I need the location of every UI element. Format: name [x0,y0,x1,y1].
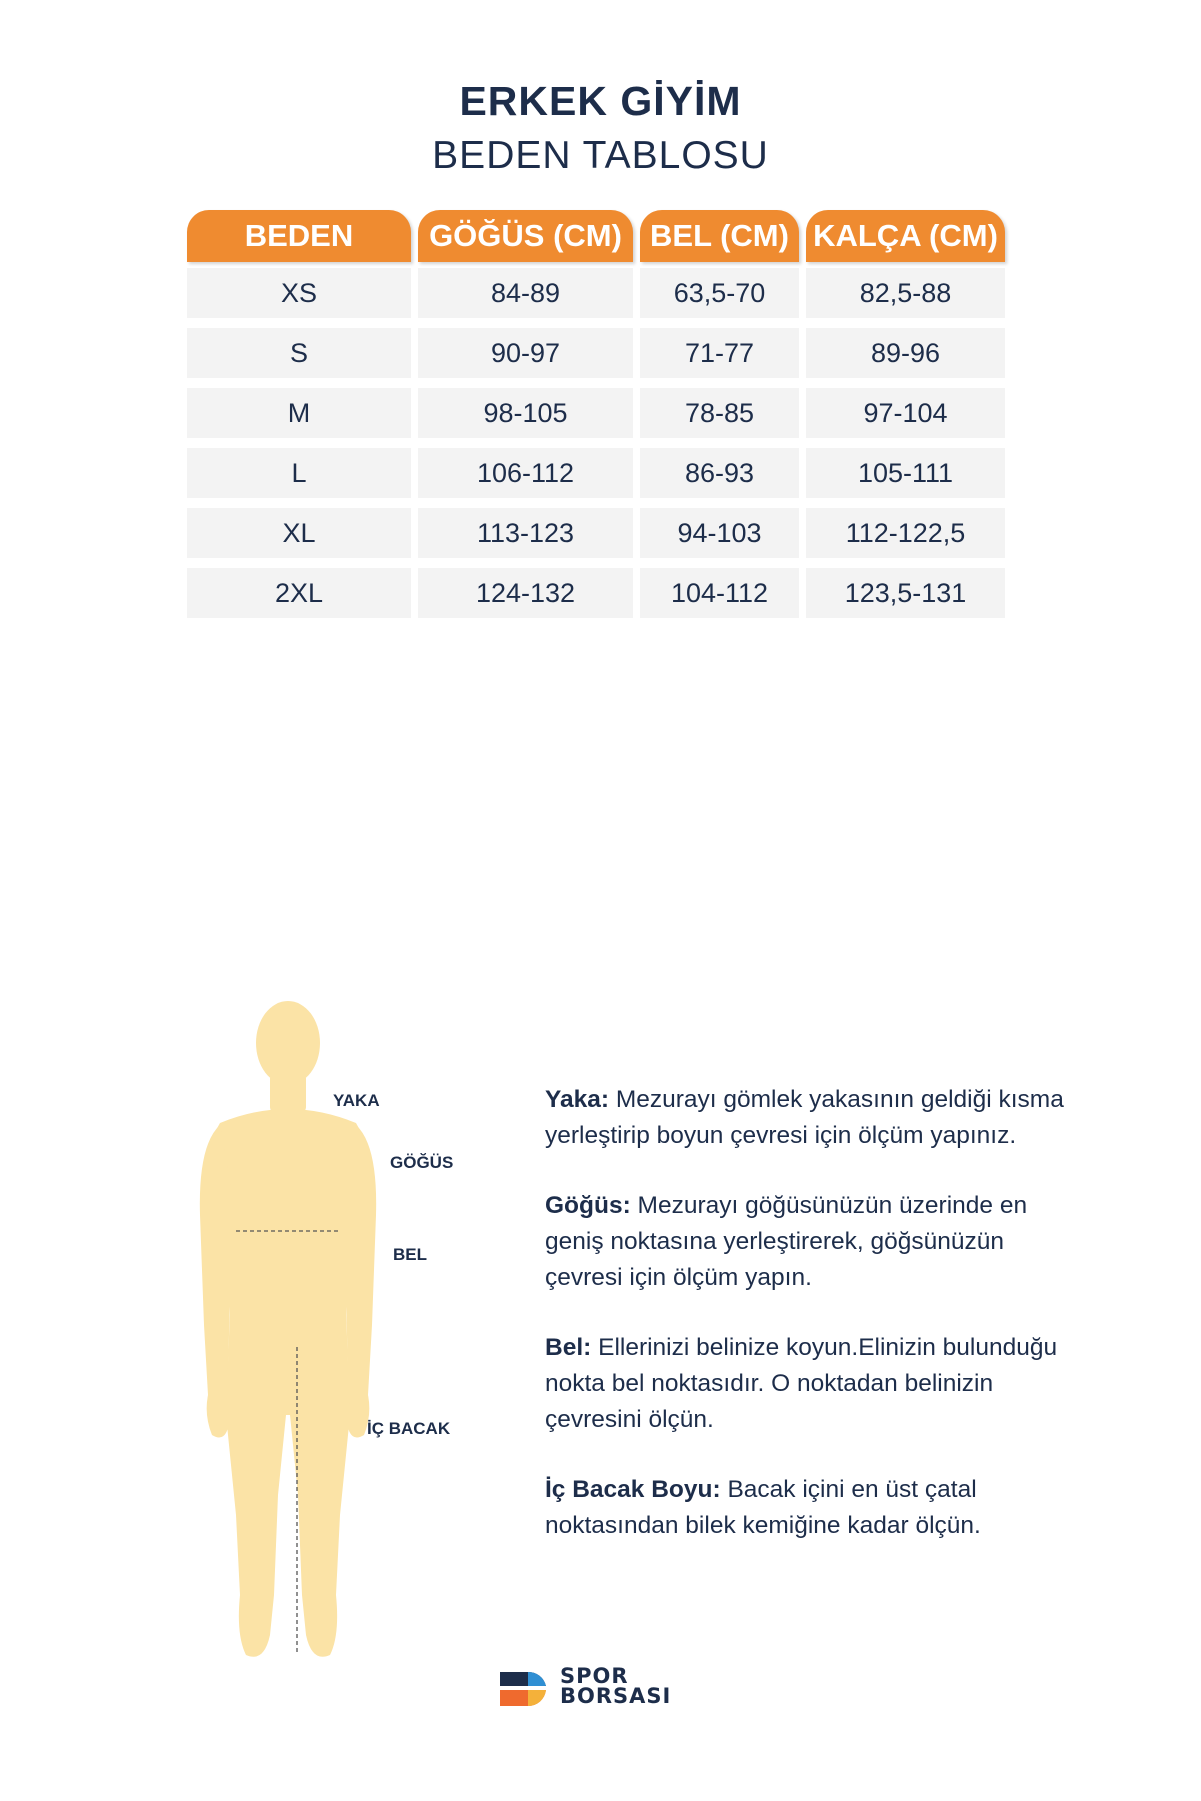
brand-name [560,1666,671,1706]
instruction-term: İç Bacak Boyu: [545,1476,721,1503]
waist-cell: 63,5-70 [640,268,799,318]
chest-cell: 84-89 [418,268,633,318]
brand-logo [498,1666,698,1710]
instruction-collar [545,1082,1065,1154]
instruction-text: Mezurayı göğüsünüzün üzerinde en geniş noktasına yerleştirerek, göğsünüzün çevresi için ölçüm yapın. [545,1192,1028,1291]
waist-cell: 104-112 [640,568,799,618]
chest-cell: 113-123 [418,508,633,558]
size-cell: M [187,388,411,438]
hip-cell: 89-96 [806,328,1005,378]
instruction-text: Ellerinizi belinize koyun.Elinizin bulunduğu nokta bel noktasıdır. O noktadan belinizin çevresini ölçün. [545,1334,1058,1433]
hip-cell: 105-111 [806,448,1005,498]
brand-mark-icon [498,1668,554,1708]
column-header-size: BEDEN [187,210,411,262]
size-table [187,210,1010,628]
column-header-hip: KALÇA (CM) [806,210,1005,262]
waist-cell: 86-93 [640,448,799,498]
hip-cell: 112-122,5 [806,508,1005,558]
table-row [187,568,1010,618]
page-title: ERKEK GİYİM [459,78,742,124]
chest-cell: 90-97 [418,328,633,378]
hip-cell: 123,5-131 [806,568,1005,618]
chest-cell: 124-132 [418,568,633,618]
size-cell: S [187,328,411,378]
instruction-term: Bel: [545,1334,592,1361]
measurement-instructions [545,1082,1065,1578]
hip-cell: 97-104 [806,388,1005,438]
figure-label-collar: YAKA [333,1091,380,1110]
waist-cell: 94-103 [640,508,799,558]
hip-cell: 82,5-88 [806,268,1005,318]
waist-cell: 71-77 [640,328,799,378]
instruction-waist [545,1330,1065,1438]
table-header-row [187,210,1010,262]
size-cell: L [187,448,411,498]
instruction-text: Bacak içini en üst çatal noktasından bilek kemiğine kadar ölçün. [545,1476,981,1539]
brand-name-line2: BORSASI [560,1684,672,1708]
table-row [187,268,1010,318]
instruction-term: Göğüs: [545,1192,631,1219]
chest-cell: 106-112 [418,448,633,498]
size-cell: 2XL [187,568,411,618]
figure-label-inseam: İÇ BACAK [367,1419,451,1438]
brand-name-line1: SPOR [560,1664,629,1688]
figure-label-chest: GÖĞÜS [390,1153,454,1172]
table-row [187,328,1010,378]
instruction-text: Mezurayı gömlek yakasının geldiği kısma yerleştirip boyun çevresi için ölçüm yapınız. [545,1086,1064,1149]
table-row [187,448,1010,498]
instruction-chest [545,1188,1065,1296]
size-cell: XS [187,268,411,318]
column-header-chest: GÖĞÜS (CM) [418,210,633,262]
body-silhouette-icon [190,995,470,1675]
instruction-term: Yaka: [545,1086,610,1113]
column-header-waist: BEL (CM) [640,210,799,262]
waist-cell: 78-85 [640,388,799,438]
figure-label-waist: BEL [393,1245,427,1264]
table-row [187,388,1010,438]
size-cell: XL [187,508,411,558]
chest-cell: 98-105 [418,388,633,438]
page-subtitle: BEDEN TABLOSU [432,134,769,177]
table-row [187,508,1010,558]
instruction-inseam [545,1472,1065,1544]
body-figure [190,995,470,1675]
